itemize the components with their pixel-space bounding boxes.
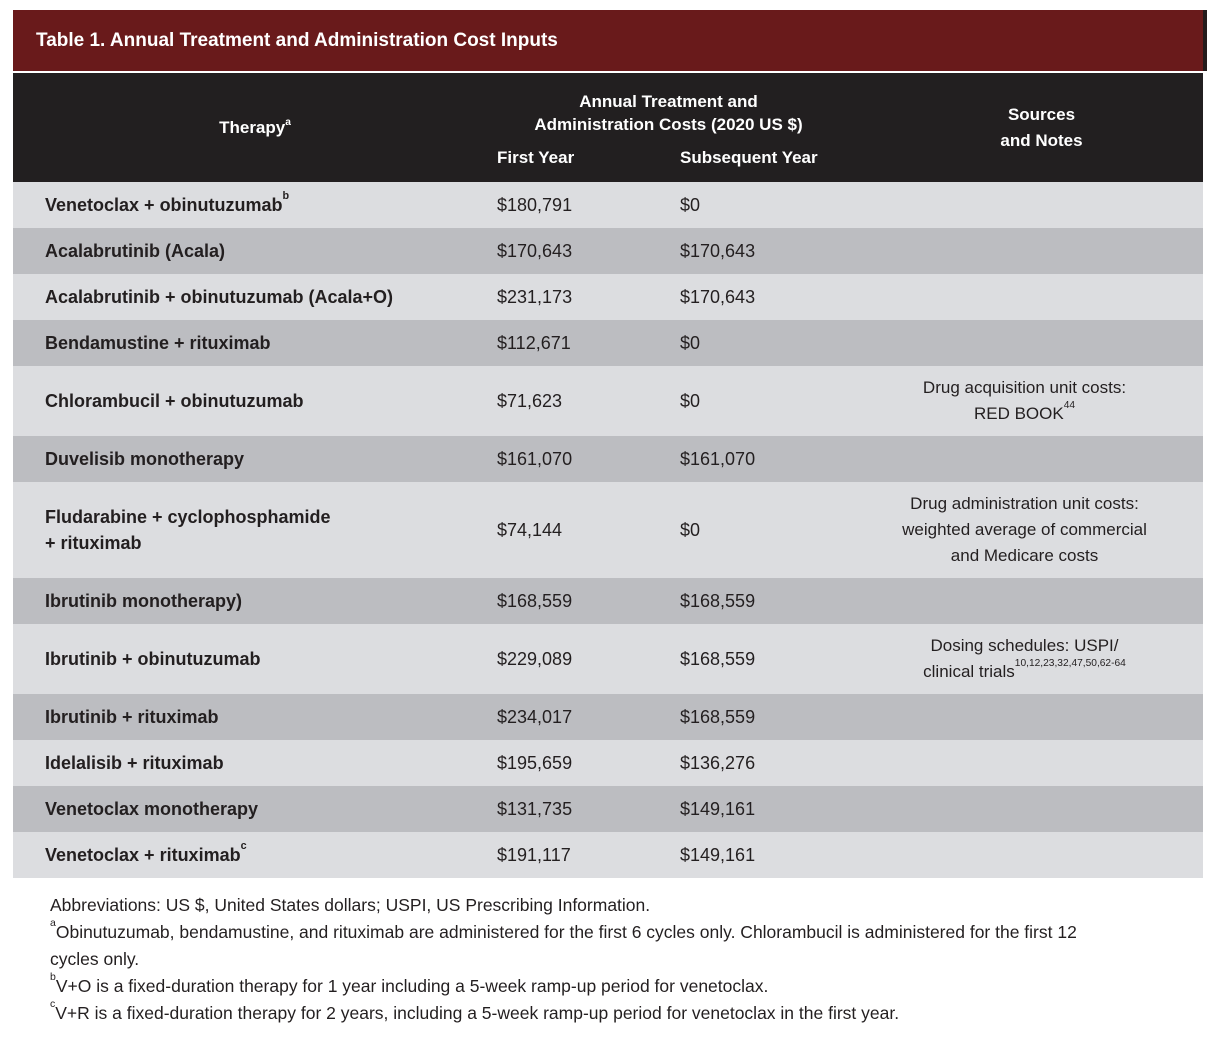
note-line: Drug administration unit costs: — [910, 494, 1139, 513]
subsequent-year-cell: $170,643 — [680, 241, 756, 261]
therapy-cell — [13, 228, 497, 274]
column-header-first-year: First Year — [497, 148, 575, 167]
table-row — [13, 624, 1203, 694]
table-row — [13, 182, 1203, 228]
note-line: clinical trials$^{10,12,23,32,47,50,62-64}$ — [923, 657, 1126, 681]
column-header-subsequent-year: Subsequent Year — [680, 148, 818, 167]
note-cell — [880, 274, 1203, 320]
therapy-name-line: Fludarabine + cyclophosphamide — [45, 507, 331, 527]
note-cell — [880, 578, 1203, 624]
therapy-name-line: Acalabrutinib (Acala) — [45, 241, 226, 261]
first-year-cell: $131,735 — [497, 799, 573, 819]
subsequent-year-cell: $161,070 — [680, 449, 756, 469]
therapy-cell — [13, 274, 497, 320]
cost-inputs-table — [13, 10, 1203, 878]
note-cell — [880, 624, 1203, 694]
table-row — [13, 740, 1203, 786]
sources-header-line1: Sources — [1007, 104, 1076, 124]
table-row — [13, 694, 1203, 740]
subsequent-year-cell: $168,559 — [680, 649, 756, 669]
footnote: $^a$Obinutuzumab, bendamustine, and rituximab are administered for the first 6 cycles only. Chlorambucil is administered for the first 12 cycles only. — [50, 917, 1077, 969]
costs-subheaders — [497, 148, 880, 168]
first-year-cell: $74,144 — [497, 520, 563, 540]
therapy-name-line: Venetoclax + rituximab$^c$ — [45, 840, 247, 865]
therapy-name-line: Ibrutinib monotherapy) — [45, 591, 242, 611]
first-year-cell: $180,791 — [497, 195, 573, 215]
note-cell — [880, 482, 1203, 578]
subsequent-year-cell: $168,559 — [680, 591, 756, 611]
therapy-name-line: Idelalisib + rituximab — [45, 753, 224, 773]
first-year-cell: $191,117 — [497, 845, 571, 865]
footnote: Abbreviations: US $, United States dollars; USPI, US Prescribing Information. — [50, 895, 651, 915]
therapy-cell — [13, 578, 497, 624]
therapy-cell — [13, 182, 497, 228]
therapy-name-line: Venetoclax + obinutuzumab$^b$ — [45, 190, 290, 215]
subsequent-year-cell: $168,559 — [680, 707, 756, 727]
therapy-cell — [13, 740, 497, 786]
footnote: $^c$V+R is a fixed-duration therapy for 2 years, including a 5-week ramp-up period for venetoclax in the first year. — [50, 998, 900, 1023]
note-cell — [880, 694, 1203, 740]
first-year-cell: $112,671 — [497, 333, 571, 353]
note-cell — [880, 436, 1203, 482]
subsequent-year-cell: $0 — [680, 520, 701, 540]
column-header-sources-notes — [880, 73, 1203, 182]
footnote: $^b$V+O is a fixed-duration therapy for 1 year including a 5-week ramp-up period for venetoclax. — [50, 971, 769, 996]
first-year-cell: $161,070 — [497, 449, 573, 469]
table-row — [13, 436, 1203, 482]
therapy-cell — [13, 694, 497, 740]
therapy-cell — [13, 320, 497, 366]
table-row — [13, 578, 1203, 624]
therapy-cell — [13, 832, 497, 878]
note-cell — [880, 182, 1203, 228]
note-line: Drug acquisition unit costs: — [922, 378, 1127, 397]
note-cell — [880, 366, 1203, 436]
table-row — [13, 786, 1203, 832]
therapy-name-line: Venetoclax monotherapy — [45, 799, 259, 819]
note-line: weighted average of commercial — [902, 520, 1147, 539]
table-row — [13, 228, 1203, 274]
table-body — [13, 182, 1203, 878]
first-year-cell: $168,559 — [497, 591, 573, 611]
table-row — [13, 274, 1203, 320]
subsequent-year-cell: $149,161 — [680, 799, 756, 819]
table-title: Table 1. Annual Treatment and Administration Cost Inputs — [36, 29, 558, 51]
note-line: Dosing schedules: USPI/ — [930, 636, 1119, 655]
therapy-cell — [13, 482, 497, 578]
first-year-cell: $71,623 — [497, 391, 563, 411]
therapy-cell — [13, 624, 497, 694]
therapy-name-line: Duvelisib monotherapy — [45, 449, 245, 469]
table-row — [13, 366, 1203, 436]
first-year-cell: $231,173 — [497, 287, 573, 307]
costs-group-title — [497, 90, 880, 136]
note-cell — [880, 786, 1203, 832]
subsequent-year-cell: $0 — [680, 333, 701, 353]
costs-group-title-line2: Administration Costs (2020 US $) — [534, 115, 803, 134]
subsequent-year-cell: $136,276 — [680, 753, 756, 773]
first-year-cell: $234,017 — [497, 707, 573, 727]
note-cell — [880, 320, 1203, 366]
subsequent-year-cell: $170,643 — [680, 287, 756, 307]
therapy-name-line: Ibrutinib + rituximab — [45, 707, 219, 727]
note-cell — [880, 832, 1203, 878]
subsequent-year-cell: $0 — [680, 391, 701, 411]
subsequent-year-cell: $149,161 — [680, 845, 756, 865]
table-header — [13, 73, 1203, 182]
first-year-cell: $170,643 — [497, 241, 573, 261]
therapy-cell — [13, 436, 497, 482]
therapy-name-line: Ibrutinib + obinutuzumab — [45, 649, 261, 669]
therapy-header-label: Therapy — [219, 117, 286, 137]
table-title-bar — [13, 10, 1207, 71]
therapy-name-line: Chlorambucil + obinutuzumab — [45, 391, 304, 411]
sources-header-line2: and Notes — [1000, 130, 1083, 150]
therapy-name-line: Acalabrutinib + obinutuzumab (Acala+O) — [45, 287, 394, 307]
therapy-cell — [13, 786, 497, 832]
table-row — [13, 832, 1203, 878]
column-header-therapy: Therapy $^a$ — [219, 116, 291, 137]
therapy-name-line: + rituximab — [45, 533, 142, 553]
note-line: RED BOOK$^{44}$ — [973, 399, 1076, 423]
costs-group-title-line1: Annual Treatment and — [579, 92, 758, 111]
note-cell — [880, 740, 1203, 786]
therapy-name-line: Bendamustine + rituximab — [45, 333, 271, 353]
first-year-cell: $195,659 — [497, 753, 573, 773]
table-row — [13, 320, 1203, 366]
first-year-cell: $229,089 — [497, 649, 573, 669]
note-cell — [880, 228, 1203, 274]
therapy-cell — [13, 366, 497, 436]
table-row — [13, 482, 1203, 578]
footnotes — [13, 892, 1093, 1027]
column-header-costs-group — [497, 73, 880, 182]
note-line: and Medicare costs — [950, 546, 1099, 565]
subsequent-year-cell: $0 — [680, 195, 701, 215]
